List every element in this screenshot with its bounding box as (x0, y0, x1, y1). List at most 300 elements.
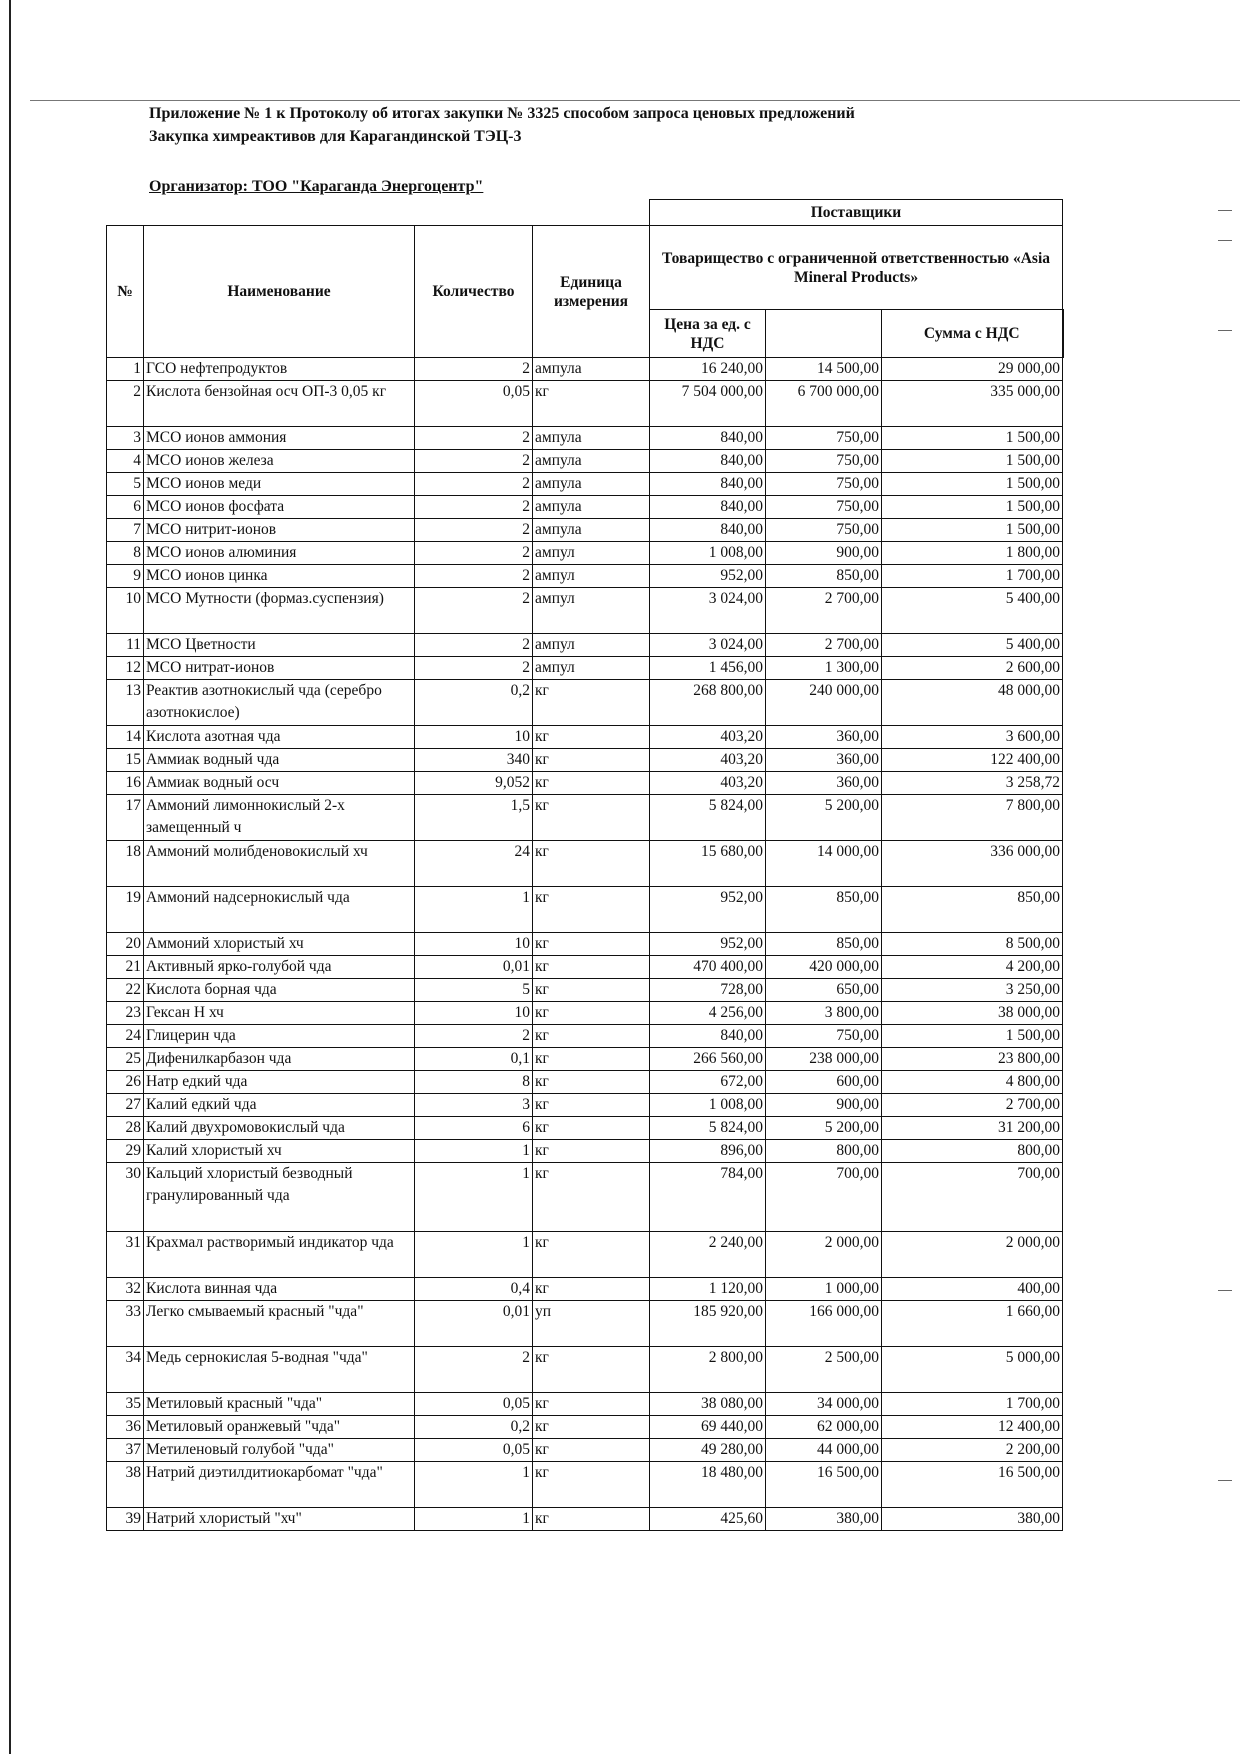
cell-price-no-vat: 3 800,00 (766, 1002, 882, 1025)
table-row (107, 1347, 1063, 1393)
cell-price-vat: 840,00 (650, 1025, 766, 1048)
cell-sum-vat: 4 200,00 (882, 956, 1063, 979)
cell-row-number: 37 (107, 1439, 144, 1462)
cell-item-name: ГСО нефтепродуктов (144, 358, 415, 381)
cell-price-vat: 1 456,00 (650, 657, 766, 680)
cell-price-no-vat: 166 000,00 (766, 1301, 882, 1347)
cell-sum-vat: 336 000,00 (882, 841, 1063, 887)
cell-quantity: 0,05 (415, 1393, 533, 1416)
cell-price-vat: 3 024,00 (650, 588, 766, 634)
cell-sum-vat: 12 400,00 (882, 1416, 1063, 1439)
cell-price-vat: 49 280,00 (650, 1439, 766, 1462)
cell-quantity: 2 (415, 1347, 533, 1393)
cell-unit: кг (533, 1393, 650, 1416)
table-row (107, 542, 1063, 565)
cell-price-vat: 672,00 (650, 1071, 766, 1094)
cell-item-name: Гексан Н хч (144, 1002, 415, 1025)
cell-row-number: 8 (107, 542, 144, 565)
col-qty-header: Количество (415, 226, 533, 358)
cell-unit: кг (533, 1163, 650, 1232)
cell-quantity: 0,05 (415, 381, 533, 427)
cell-item-name: МСО ионов железа (144, 450, 415, 473)
cell-sum-vat: 29 000,00 (882, 358, 1063, 381)
cell-unit: кг (533, 680, 650, 726)
cell-row-number: 24 (107, 1025, 144, 1048)
cell-price-vat: 403,20 (650, 772, 766, 795)
top-rule (30, 100, 1240, 101)
cell-sum-vat: 1 800,00 (882, 542, 1063, 565)
cell-quantity: 9,052 (415, 772, 533, 795)
cell-quantity: 2 (415, 588, 533, 634)
cell-unit: кг (533, 1002, 650, 1025)
cell-quantity: 0,4 (415, 1278, 533, 1301)
cell-price-vat: 268 800,00 (650, 680, 766, 726)
table-row (107, 979, 1063, 1002)
cell-item-name: Легко смываемый красный "чда" (144, 1301, 415, 1347)
cell-sum-vat: 335 000,00 (882, 381, 1063, 427)
cell-quantity: 2 (415, 519, 533, 542)
table-row (107, 933, 1063, 956)
edge-mark (1218, 240, 1232, 241)
cell-price-vat: 69 440,00 (650, 1416, 766, 1439)
cell-sum-vat: 1 500,00 (882, 473, 1063, 496)
cell-row-number: 35 (107, 1393, 144, 1416)
cell-item-name: Кислота винная чда (144, 1278, 415, 1301)
cell-price-no-vat: 5 200,00 (766, 1117, 882, 1140)
cell-row-number: 2 (107, 381, 144, 427)
table-row (107, 1508, 1063, 1531)
cell-price-no-vat: 2 700,00 (766, 634, 882, 657)
cell-price-vat: 38 080,00 (650, 1393, 766, 1416)
cell-quantity: 2 (415, 427, 533, 450)
cell-price-no-vat: 750,00 (766, 427, 882, 450)
cell-quantity: 2 (415, 496, 533, 519)
cell-row-number: 26 (107, 1071, 144, 1094)
cell-sum-vat: 1 500,00 (882, 1025, 1063, 1048)
cell-row-number: 28 (107, 1117, 144, 1140)
cell-price-no-vat: 6 700 000,00 (766, 381, 882, 427)
cell-item-name: МСО ионов аммония (144, 427, 415, 450)
cell-quantity: 1 (415, 1232, 533, 1278)
cell-quantity: 2 (415, 657, 533, 680)
cell-item-name: МСО ионов алюминия (144, 542, 415, 565)
cell-quantity: 0,1 (415, 1048, 533, 1071)
cell-unit: кг (533, 772, 650, 795)
cell-item-name: МСО Мутности (формаз.суспензия) (144, 588, 415, 634)
table-row (107, 1232, 1063, 1278)
header-line-2: Закупка химреактивов для Карагандинской ТЭЦ-3 (149, 128, 522, 145)
table-row (107, 887, 1063, 933)
cell-item-name: МСО нитрит-ионов (144, 519, 415, 542)
cell-item-name: Кислота азотная чда (144, 726, 415, 749)
cell-row-number: 14 (107, 726, 144, 749)
cell-unit: кг (533, 933, 650, 956)
cell-sum-vat: 5 400,00 (882, 588, 1063, 634)
table-row (107, 565, 1063, 588)
suppliers-header: Поставщики (650, 200, 1063, 226)
cell-price-no-vat: 850,00 (766, 887, 882, 933)
cell-price-no-vat: 5 200,00 (766, 795, 882, 841)
cell-quantity: 24 (415, 841, 533, 887)
cell-unit: кг (533, 1462, 650, 1508)
cell-row-number: 16 (107, 772, 144, 795)
cell-price-vat: 2 240,00 (650, 1232, 766, 1278)
cell-price-no-vat: 360,00 (766, 772, 882, 795)
cell-price-vat: 2 800,00 (650, 1347, 766, 1393)
cell-sum-vat: 700,00 (882, 1163, 1063, 1232)
cell-unit: ампул (533, 634, 650, 657)
cell-price-no-vat: 16 500,00 (766, 1462, 882, 1508)
cell-row-number: 18 (107, 841, 144, 887)
cell-sum-vat: 23 800,00 (882, 1048, 1063, 1071)
cell-price-vat: 18 480,00 (650, 1462, 766, 1508)
cell-item-name: Калий хлористый хч (144, 1140, 415, 1163)
cell-price-no-vat: 800,00 (766, 1140, 882, 1163)
cell-quantity: 2 (415, 473, 533, 496)
cell-unit: кг (533, 1347, 650, 1393)
cell-price-no-vat: 360,00 (766, 726, 882, 749)
cell-price-vat: 16 240,00 (650, 358, 766, 381)
cell-sum-vat: 48 000,00 (882, 680, 1063, 726)
cell-sum-vat: 5 000,00 (882, 1347, 1063, 1393)
table-row (107, 381, 1063, 427)
cell-row-number: 17 (107, 795, 144, 841)
cell-price-vat: 266 560,00 (650, 1048, 766, 1071)
cell-row-number: 34 (107, 1347, 144, 1393)
cell-quantity: 6 (415, 1117, 533, 1140)
cell-unit: ампула (533, 496, 650, 519)
cell-price-no-vat: 2 700,00 (766, 588, 882, 634)
cell-row-number: 13 (107, 680, 144, 726)
cell-price-no-vat: 750,00 (766, 519, 882, 542)
cell-price-vat: 952,00 (650, 933, 766, 956)
cell-item-name: МСО ионов цинка (144, 565, 415, 588)
cell-price-no-vat: 14 000,00 (766, 841, 882, 887)
cell-item-name: МСО ионов меди (144, 473, 415, 496)
table-row (107, 1140, 1063, 1163)
cell-row-number: 39 (107, 1508, 144, 1531)
cell-quantity: 8 (415, 1071, 533, 1094)
cell-item-name: Аммоний хлористый хч (144, 933, 415, 956)
cell-item-name: Натрий хлористый "хч" (144, 1508, 415, 1531)
cell-row-number: 23 (107, 1002, 144, 1025)
cell-price-no-vat: 1 300,00 (766, 657, 882, 680)
cell-sum-vat: 38 000,00 (882, 1002, 1063, 1025)
cell-unit: кг (533, 1278, 650, 1301)
cell-price-vat: 425,60 (650, 1508, 766, 1531)
cell-price-vat: 185 920,00 (650, 1301, 766, 1347)
table-row (107, 680, 1063, 726)
cell-row-number: 1 (107, 358, 144, 381)
cell-sum-vat: 4 800,00 (882, 1071, 1063, 1094)
cell-price-no-vat: 240 000,00 (766, 680, 882, 726)
cell-sum-vat: 3 250,00 (882, 979, 1063, 1002)
cell-price-vat: 840,00 (650, 519, 766, 542)
cell-sum-vat: 2 200,00 (882, 1439, 1063, 1462)
table-row (107, 841, 1063, 887)
table-row (107, 1094, 1063, 1117)
cell-unit: кг (533, 726, 650, 749)
cell-item-name: Натр едкий чда (144, 1071, 415, 1094)
cell-sum-vat: 2 600,00 (882, 657, 1063, 680)
cell-sum-vat: 1 500,00 (882, 450, 1063, 473)
table-row (107, 473, 1063, 496)
cell-item-name: Метиловый красный "чда" (144, 1393, 415, 1416)
table-row (107, 657, 1063, 680)
cell-quantity: 2 (415, 450, 533, 473)
cell-row-number: 31 (107, 1232, 144, 1278)
table-row (107, 1002, 1063, 1025)
cell-price-no-vat: 62 000,00 (766, 1416, 882, 1439)
procurement-table (106, 199, 1064, 1531)
cell-sum-vat: 1 700,00 (882, 565, 1063, 588)
cell-price-vat: 728,00 (650, 979, 766, 1002)
cell-sum-vat: 380,00 (882, 1508, 1063, 1531)
cell-quantity: 0,2 (415, 680, 533, 726)
col-unit-header: Единица измерения (533, 226, 650, 358)
cell-price-vat: 784,00 (650, 1163, 766, 1232)
table-row (107, 795, 1063, 841)
cell-row-number: 12 (107, 657, 144, 680)
cell-unit: кг (533, 1094, 650, 1117)
cell-item-name: Крахмал растворимый индикатор чда (144, 1232, 415, 1278)
cell-quantity: 2 (415, 565, 533, 588)
cell-quantity: 340 (415, 749, 533, 772)
cell-item-name: Натрий диэтилдитиокарбомат "чда" (144, 1462, 415, 1508)
table-row (107, 749, 1063, 772)
cell-quantity: 2 (415, 542, 533, 565)
cell-price-vat: 5 824,00 (650, 1117, 766, 1140)
organizer-line: Организатор: ТОО "Караганда Энергоцентр" (149, 178, 484, 195)
table-row (107, 1048, 1063, 1071)
col-name-header: Наименование (144, 226, 415, 358)
cell-sum-vat: 5 400,00 (882, 634, 1063, 657)
cell-price-vat: 840,00 (650, 496, 766, 519)
cell-item-name: Аммоний надсернокислый чда (144, 887, 415, 933)
header-spacer (107, 200, 650, 226)
cell-item-name: Калий едкий чда (144, 1094, 415, 1117)
cell-price-no-vat: 600,00 (766, 1071, 882, 1094)
table-row (107, 358, 1063, 381)
cell-quantity: 1 (415, 887, 533, 933)
cell-price-no-vat: 750,00 (766, 496, 882, 519)
cell-unit: кг (533, 1508, 650, 1531)
cell-price-no-vat: 34 000,00 (766, 1393, 882, 1416)
cell-sum-vat: 3 258,72 (882, 772, 1063, 795)
cell-quantity: 1 (415, 1462, 533, 1508)
cell-unit: кг (533, 1071, 650, 1094)
cell-quantity: 5 (415, 979, 533, 1002)
cell-row-number: 21 (107, 956, 144, 979)
cell-row-number: 10 (107, 588, 144, 634)
document-header (149, 102, 855, 148)
supplier-name-header: Товарищество с ограниченной ответственностью «Asia Mineral Products» (650, 226, 1063, 310)
cell-unit: кг (533, 381, 650, 427)
table-row (107, 956, 1063, 979)
cell-price-vat: 470 400,00 (650, 956, 766, 979)
cell-quantity: 3 (415, 1094, 533, 1117)
cell-unit: ампула (533, 450, 650, 473)
sum-vat-header: Сумма с НДС (882, 310, 1063, 358)
cell-row-number: 27 (107, 1094, 144, 1117)
cell-row-number: 32 (107, 1278, 144, 1301)
cell-row-number: 5 (107, 473, 144, 496)
cell-price-no-vat: 14 500,00 (766, 358, 882, 381)
cell-unit: ампула (533, 473, 650, 496)
cell-quantity: 1 (415, 1508, 533, 1531)
cell-price-vat: 952,00 (650, 887, 766, 933)
cell-quantity: 0,2 (415, 1416, 533, 1439)
cell-unit: кг (533, 1117, 650, 1140)
cell-quantity: 10 (415, 726, 533, 749)
cell-quantity: 10 (415, 933, 533, 956)
cell-price-vat: 403,20 (650, 726, 766, 749)
cell-price-no-vat: 850,00 (766, 933, 882, 956)
cell-item-name: Кислота бензойная осч ОП-3 0,05 кг (144, 381, 415, 427)
cell-unit: ампул (533, 565, 650, 588)
cell-price-no-vat: 750,00 (766, 450, 882, 473)
table-row (107, 588, 1063, 634)
cell-price-no-vat: 380,00 (766, 1508, 882, 1531)
cell-quantity: 0,05 (415, 1439, 533, 1462)
cell-price-vat: 840,00 (650, 450, 766, 473)
cell-unit: ампула (533, 519, 650, 542)
header-line-1: Приложение № 1 к Протоколу об итогах закупки № 3325 способом запроса ценовых предложений (149, 105, 855, 122)
cell-sum-vat: 1 700,00 (882, 1393, 1063, 1416)
cell-row-number: 22 (107, 979, 144, 1002)
cell-row-number: 6 (107, 496, 144, 519)
cell-unit: кг (533, 979, 650, 1002)
cell-quantity: 1,5 (415, 795, 533, 841)
cell-price-vat: 403,20 (650, 749, 766, 772)
cell-quantity: 1 (415, 1140, 533, 1163)
cell-price-no-vat: 750,00 (766, 1025, 882, 1048)
cell-sum-vat: 3 600,00 (882, 726, 1063, 749)
cell-item-name: Реактив азотнокислый чда (серебро азотнокислое) (144, 680, 415, 726)
cell-price-vat: 1 120,00 (650, 1278, 766, 1301)
cell-item-name: Кислота борная чда (144, 979, 415, 1002)
cell-unit: уп (533, 1301, 650, 1347)
cell-item-name: МСО нитрат-ионов (144, 657, 415, 680)
cell-price-no-vat: 2 500,00 (766, 1347, 882, 1393)
cell-price-no-vat: 238 000,00 (766, 1048, 882, 1071)
cell-price-no-vat: 850,00 (766, 565, 882, 588)
cell-row-number: 7 (107, 519, 144, 542)
cell-item-name: Дифенилкарбазон чда (144, 1048, 415, 1071)
cell-sum-vat: 1 660,00 (882, 1301, 1063, 1347)
cell-price-no-vat: 2 000,00 (766, 1232, 882, 1278)
cell-row-number: 30 (107, 1163, 144, 1232)
cell-price-vat: 1 008,00 (650, 542, 766, 565)
cell-sum-vat: 122 400,00 (882, 749, 1063, 772)
cell-unit: кг (533, 1439, 650, 1462)
cell-row-number: 33 (107, 1301, 144, 1347)
table-row (107, 1301, 1063, 1347)
cell-unit: кг (533, 956, 650, 979)
cell-sum-vat: 1 500,00 (882, 519, 1063, 542)
edge-mark (1218, 1290, 1232, 1291)
edge-mark (1218, 330, 1232, 331)
left-margin-line (9, 0, 11, 1754)
cell-row-number: 11 (107, 634, 144, 657)
cell-price-vat: 840,00 (650, 473, 766, 496)
cell-unit: кг (533, 795, 650, 841)
cell-item-name: Метиловый оранжевый "чда" (144, 1416, 415, 1439)
cell-price-no-vat: 900,00 (766, 1094, 882, 1117)
cell-row-number: 3 (107, 427, 144, 450)
cell-unit: ампул (533, 542, 650, 565)
cell-sum-vat: 16 500,00 (882, 1462, 1063, 1508)
cell-price-vat: 15 680,00 (650, 841, 766, 887)
cell-price-vat: 952,00 (650, 565, 766, 588)
cell-quantity: 0,01 (415, 956, 533, 979)
cell-price-no-vat: 420 000,00 (766, 956, 882, 979)
cell-item-name: Метиленовый голубой "чда" (144, 1439, 415, 1462)
cell-price-vat: 4 256,00 (650, 1002, 766, 1025)
cell-item-name: Калий двухромовокислый чда (144, 1117, 415, 1140)
cell-unit: ампула (533, 358, 650, 381)
table-body (107, 358, 1063, 1531)
col-num-header: № (107, 226, 144, 358)
cell-unit: кг (533, 749, 650, 772)
table-row (107, 1439, 1063, 1462)
cell-price-vat: 7 504 000,00 (650, 381, 766, 427)
cell-item-name: Аммоний лимоннокислый 2-х замещенный ч (144, 795, 415, 841)
cell-quantity: 2 (415, 358, 533, 381)
cell-unit: кг (533, 1140, 650, 1163)
cell-item-name: МСО ионов фосфата (144, 496, 415, 519)
cell-row-number: 38 (107, 1462, 144, 1508)
cell-item-name: Аммоний молибденовокислый хч (144, 841, 415, 887)
cell-price-no-vat: 44 000,00 (766, 1439, 882, 1462)
price-vat-header: Цена за ед. с НДС (650, 310, 766, 358)
table-row (107, 634, 1063, 657)
cell-item-name: МСО Цветности (144, 634, 415, 657)
cell-price-no-vat: 360,00 (766, 749, 882, 772)
cell-price-no-vat: 750,00 (766, 473, 882, 496)
table-row (107, 1393, 1063, 1416)
cell-quantity: 10 (415, 1002, 533, 1025)
cell-row-number: 15 (107, 749, 144, 772)
cell-item-name: Активный ярко-голубой чда (144, 956, 415, 979)
cell-row-number: 25 (107, 1048, 144, 1071)
cell-sum-vat: 2 000,00 (882, 1232, 1063, 1278)
cell-row-number: 20 (107, 933, 144, 956)
cell-row-number: 4 (107, 450, 144, 473)
cell-price-vat: 1 008,00 (650, 1094, 766, 1117)
table-row (107, 1416, 1063, 1439)
cell-row-number: 9 (107, 565, 144, 588)
cell-price-no-vat: 650,00 (766, 979, 882, 1002)
table-row (107, 1071, 1063, 1094)
cell-sum-vat: 800,00 (882, 1140, 1063, 1163)
cell-item-name: Медь сернокислая 5-водная "чда" (144, 1347, 415, 1393)
cell-quantity: 1 (415, 1163, 533, 1232)
cell-unit: кг (533, 1416, 650, 1439)
cell-price-no-vat: 1 000,00 (766, 1278, 882, 1301)
table-row (107, 726, 1063, 749)
cell-sum-vat: 31 200,00 (882, 1117, 1063, 1140)
cell-row-number: 19 (107, 887, 144, 933)
cell-item-name: Аммиак водный чда (144, 749, 415, 772)
cell-unit: кг (533, 841, 650, 887)
cell-price-vat: 3 024,00 (650, 634, 766, 657)
cell-unit: кг (533, 887, 650, 933)
cell-row-number: 36 (107, 1416, 144, 1439)
table-row (107, 496, 1063, 519)
cell-price-no-vat: 700,00 (766, 1163, 882, 1232)
cell-sum-vat: 400,00 (882, 1278, 1063, 1301)
